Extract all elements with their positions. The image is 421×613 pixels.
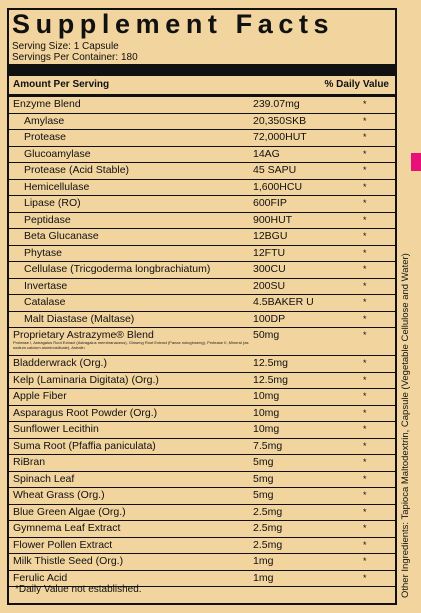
table-row	[9, 455, 395, 472]
daily-value: *	[363, 313, 367, 324]
daily-value: *	[363, 440, 367, 451]
servings-per-container: Servings Per Container: 180	[12, 52, 138, 63]
ingredient-amount: 72,000HUT	[253, 131, 307, 143]
nutrient-table	[9, 97, 395, 587]
ingredient-amount: 10mg	[253, 423, 280, 435]
daily-value: *	[363, 231, 367, 241]
daily-value: *	[363, 539, 367, 550]
table-row	[9, 538, 395, 555]
ingredient-name: Ferulic Acid	[13, 571, 68, 584]
ingredient-name: Phytase	[24, 246, 62, 259]
ingredient-name: Proprietary Astrazyme® Blend	[13, 329, 154, 341]
ingredient-amount: 12FTU	[253, 246, 286, 259]
daily-value: *	[363, 330, 367, 340]
ingredient-name: Sunflower Lecithin	[13, 423, 99, 435]
ingredient-name: Cellulase (Tricgoderma longbrachiatum)	[24, 263, 211, 275]
ingredient-name: Suma Root (Pfaffia paniculata)	[13, 439, 156, 452]
daily-value: *	[363, 523, 367, 533]
table-row	[9, 328, 395, 356]
ingredient-name: Catalase	[24, 296, 66, 308]
table-row	[9, 554, 395, 571]
ingredient-name: Blue Green Algae (Org.)	[13, 505, 126, 518]
table-row	[9, 229, 395, 246]
table-row	[9, 373, 395, 390]
ingredient-amount: 7.5mg	[253, 439, 283, 452]
column-headers	[9, 76, 395, 93]
table-row	[9, 406, 395, 423]
ingredient-amount: 14AG	[253, 147, 280, 160]
ingredient-name: Malt Diastase (Maltase)	[24, 312, 135, 325]
table-row	[9, 130, 395, 147]
daily-value: *	[363, 198, 367, 208]
ingredient-name: Bladderwrack (Org.)	[13, 357, 107, 369]
ingredient-amount: 12.5mg	[253, 357, 289, 369]
ingredient-amount: 2.5mg	[253, 538, 283, 551]
accent-tab	[411, 153, 421, 171]
ingredient-amount: 1,600HCU	[253, 180, 303, 193]
ingredient-amount: 900HUT	[253, 213, 293, 226]
supplement-facts-panel	[7, 8, 397, 605]
table-row	[9, 521, 395, 538]
ingredient-amount: 12BGU	[253, 230, 288, 242]
ingredient-name: Asparagus Root Powder (Org.)	[13, 406, 158, 419]
daily-value: *	[363, 132, 367, 142]
ingredient-name: Enzyme Blend	[13, 98, 81, 110]
table-row	[9, 279, 395, 296]
ingredient-name: Lipase (RO)	[24, 197, 81, 209]
daily-value: *	[363, 391, 367, 401]
ingredient-name: Protease	[24, 131, 67, 143]
table-row	[9, 389, 395, 406]
daily-value: *	[363, 556, 367, 566]
other-ingredients: Other Ingredients: Tapioca Maltodextrin, Capsule (Vegetable Cellulose and Water)	[400, 253, 411, 598]
ingredient-amount: 1mg	[253, 555, 274, 567]
table-row	[9, 422, 395, 439]
daily-value: *	[363, 457, 367, 467]
ingredient-amount: 600FIP	[253, 197, 287, 209]
amount-column-header: Amount Per Serving	[13, 79, 110, 90]
ingredient-amount: 45 SAPU	[253, 164, 297, 176]
table-row	[9, 196, 395, 213]
ingredient-amount: 2.5mg	[253, 522, 283, 534]
table-row	[9, 147, 395, 164]
ingredient-name: Milk Thistle Seed (Org.)	[13, 555, 124, 567]
ingredient-name: Hemicellulase	[24, 180, 90, 193]
daily-value: *	[363, 115, 367, 126]
table-row	[9, 262, 395, 279]
ingredient-name: Beta Glucanase	[24, 230, 99, 242]
ingredient-amount: 300CU	[253, 263, 286, 275]
header-divider	[9, 64, 395, 76]
table-row	[9, 97, 395, 114]
ingredient-amount: 100DP	[253, 312, 286, 325]
ingredient-name: Protease (Acid Stable)	[24, 164, 130, 176]
ingredient-name: Kelp (Laminaria Digitata) (Org.)	[13, 373, 159, 386]
ingredient-name: Peptidase	[24, 213, 71, 226]
ingredient-name: Flower Pollen Extract	[13, 538, 113, 551]
table-row	[9, 295, 395, 312]
table-row	[9, 163, 395, 180]
ingredient-name: Spinach Leaf	[13, 472, 75, 485]
table-row	[9, 505, 395, 522]
table-row	[9, 114, 395, 131]
daily-value: *	[363, 358, 367, 368]
daily-value: *	[363, 424, 367, 434]
ingredient-amount: 239.07mg	[253, 98, 300, 110]
daily-value: *	[363, 264, 367, 274]
ingredient-amount: 50mg	[253, 329, 280, 341]
daily-value: *	[363, 506, 367, 517]
ingredient-amount: 200SU	[253, 279, 286, 292]
ingredient-amount: 1mg	[253, 571, 274, 584]
ingredient-amount: 20,350SKB	[253, 114, 307, 127]
table-row	[9, 472, 395, 489]
daily-value: *	[363, 165, 367, 175]
daily-value: *	[363, 473, 367, 484]
daily-value: *	[363, 181, 367, 192]
daily-value: *	[363, 148, 367, 159]
daily-value: *	[363, 374, 367, 385]
table-row	[9, 213, 395, 230]
ingredient-amount: 10mg	[253, 390, 280, 402]
ingredient-amount: 12.5mg	[253, 373, 289, 386]
ingredient-name: Invertase	[24, 279, 68, 292]
daily-value: *	[363, 407, 367, 418]
blend-description: Protease I, Astragalus Root Extract (Astragalus membranaceus), Ginseng Root Extract (Panax notoginseng), Protease II, Mineral (as sodium calcium aluminosilicate), Astralin	[13, 340, 249, 350]
table-row	[9, 488, 395, 505]
ingredient-amount: 5mg	[253, 456, 274, 468]
footnote: *Daily Value not established.	[15, 584, 142, 595]
ingredient-amount: 2.5mg	[253, 505, 283, 518]
daily-value: *	[363, 280, 367, 291]
daily-value: *	[363, 572, 367, 583]
table-row	[9, 180, 395, 197]
daily-value: *	[363, 247, 367, 258]
ingredient-amount: 10mg	[253, 406, 280, 419]
daily-value: *	[363, 490, 367, 500]
ingredient-name: RiBran	[13, 456, 46, 468]
daily-value: *	[363, 214, 367, 225]
ingredient-name: Glucoamylase	[24, 147, 91, 160]
ingredient-name: Amylase	[24, 114, 65, 127]
table-row	[9, 356, 395, 373]
ingredient-amount: 5mg	[253, 472, 274, 485]
table-row	[9, 246, 395, 263]
ingredient-name: Wheat Grass (Org.)	[13, 489, 105, 501]
ingredient-name: Apple Fiber	[13, 390, 67, 402]
ingredient-name: Gymnema Leaf Extract	[13, 522, 121, 534]
serving-size: Serving Size: 1 Capsule	[12, 41, 119, 52]
dv-column-header: % Daily Value	[324, 79, 389, 90]
daily-value: *	[363, 99, 367, 109]
ingredient-amount: 5mg	[253, 489, 274, 501]
table-row	[9, 439, 395, 456]
daily-value: *	[363, 297, 367, 307]
panel-title: Supplement Facts	[12, 9, 335, 39]
ingredient-amount: 4.5BAKER U	[253, 296, 314, 308]
table-row	[9, 312, 395, 329]
